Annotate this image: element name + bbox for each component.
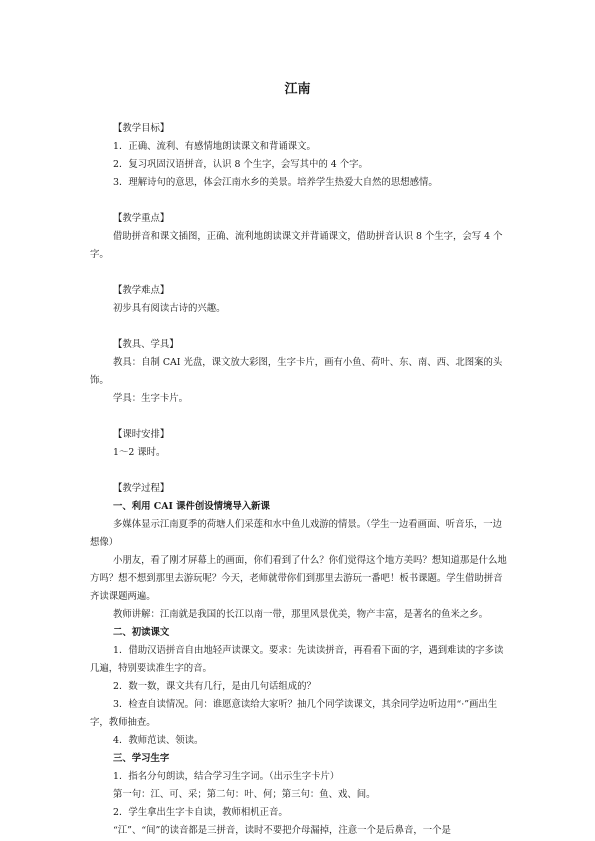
process-heading: 【教学过程】	[113, 483, 170, 494]
section-3-paragraph: “江”、“间”的读音都是三拼音，读时不要把介母漏掉，注意一个是后鼻音，一个是	[113, 825, 451, 836]
section-3-title: 三、学习生字	[113, 753, 170, 764]
document-body	[90, 120, 508, 840]
section-3-paragraph: 1．指名分句朗读，结合学习生字词。（出示生字卡片）	[113, 771, 340, 782]
schedule-text: 1～2 课时。	[113, 447, 166, 458]
schedule-heading: 【课时安排】	[113, 429, 170, 440]
tools-heading: 【教具、学具】	[113, 339, 179, 350]
section-2-paragraph: 1．借助汉语拼音自由地轻声读课文。要求：先读读拼音，再看看下面的字，遇到难读的字多读几遍，特别要读准生字的音。	[90, 645, 504, 674]
tools-teacher: 教具：自制 CAI 光盘，课文放大彩图，生字卡片，画有小鱼、荷叶、东、南、西、北图案的头饰。	[90, 357, 503, 386]
section-1-title: 一、利用 CAI 课件创设情境导入新课	[113, 501, 270, 512]
section-2-title: 二、初读课文	[113, 627, 170, 638]
objective-item: 1．正确、流利、有感情地朗读课文和背诵课文。	[113, 141, 316, 152]
difficulty-heading: 【教学难点】	[113, 285, 170, 296]
objective-item: 3．理解诗句的意思，体会江南水乡的美景。培养学生热爱大自然的思想感情。	[113, 177, 438, 188]
objective-item: 2．复习巩固汉语拼音，认识 8 个生字，会写其中的 4 个字。	[113, 159, 368, 170]
page-title: 江南	[284, 82, 311, 97]
objectives-heading: 【教学目标】	[113, 123, 170, 134]
section-3-paragraph: 2．学生拿出生字卡自读，教师相机正音。	[113, 807, 288, 818]
section-3-paragraph: 第一句：江、可、采；第二句：叶、何；第三句：鱼、戏、间。	[113, 789, 376, 800]
section-2-paragraph: 4．教师范读、领读。	[113, 735, 204, 746]
focus-text: 借助拼音和课文插图，正确、流利地朗读课文并背诵课文，借助拼音认识 8 个生字，会写 4 个字。	[90, 231, 503, 260]
section-1-paragraph: 小朋友，看了刚才屏幕上的画面，你们看到了什么？你们觉得这个地方美吗？想知道那是什么地方吗？想不想到那里去游玩呢？今天，老师就带你们到那里去游玩一番吧！板书课题。学生借助拼音齐读课题两遍。	[90, 555, 507, 602]
section-1-paragraph: 多媒体显示江南夏季的荷塘人们采莲和水中鱼儿戏游的情景。（学生一边看画面、听音乐，一边想像）	[90, 519, 503, 548]
difficulty-text: 初步具有阅读古诗的兴趣。	[113, 303, 226, 314]
tools-student: 学具：生字卡片。	[113, 393, 189, 404]
section-1-paragraph: 教师讲解：江南就是我国的长江以南一带，那里风景优美，物产丰富，是著名的鱼米之乡。	[113, 609, 489, 620]
focus-heading: 【教学重点】	[113, 213, 170, 224]
section-2-paragraph: 3．检查自读情况。问：谁愿意读给大家听？抽几个同学读课文，其余同学边听边用“·”画出生字，教师抽查。	[90, 699, 498, 728]
section-2-paragraph: 2．数一数，课文共有几行，是由几句话组成的？	[113, 681, 316, 692]
